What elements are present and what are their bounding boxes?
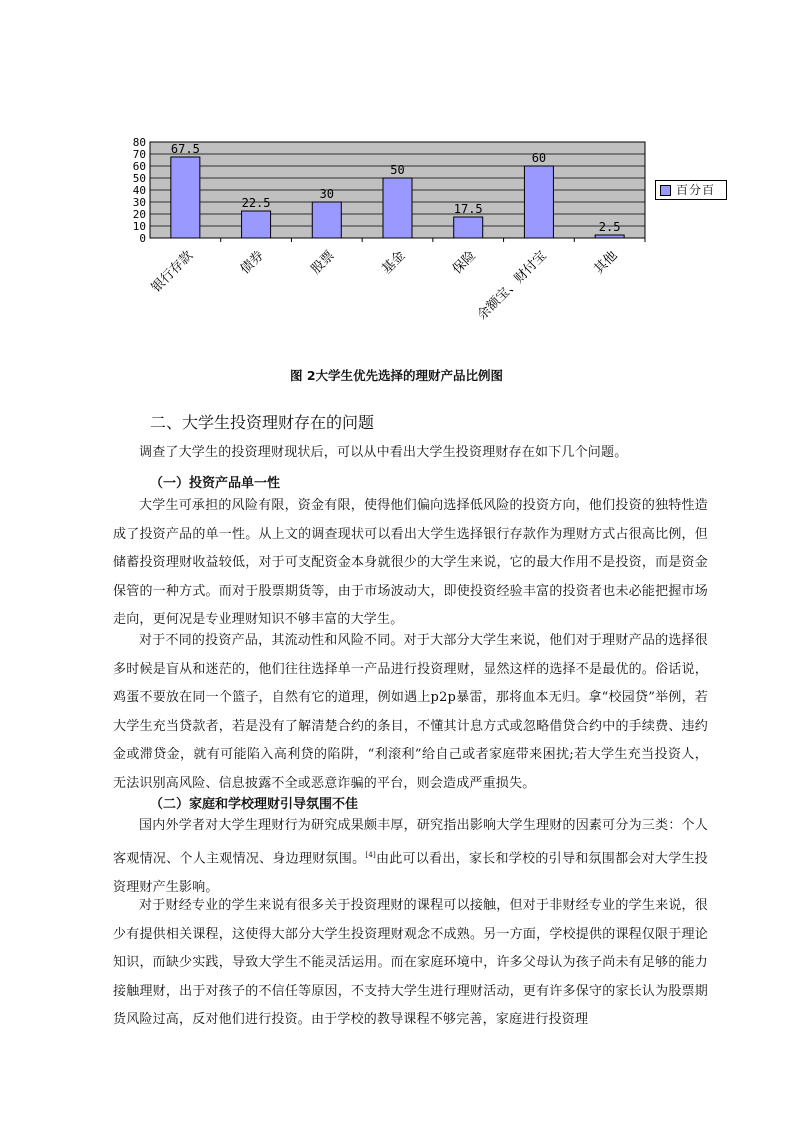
data-label: 22.5: [241, 196, 271, 210]
figure-caption: 图 2大学生优先选择的理财产品比例图: [289, 368, 504, 383]
data-label: 17.5: [453, 202, 483, 216]
y-tick-label: 20: [132, 208, 146, 221]
bar: [242, 211, 271, 238]
bar: [171, 157, 200, 238]
paragraph-1: 大学生可承担的风险有限，资金有限，使得他们偏向选择低风险的投资方向，他们投资的独特性造成了投资产品的单一性。从上文的调查现状可以看出大学生选择银行存款作为理财方式占很高比例，但储蓄投资理财收益较低，对于可支配资金本身就很少的大学生来说，它的最大作用不是投资，而是资金保管的一种方式。而对于股票期货等，由于市场波动大，即使投资经验丰富的投资者也未必能把握市场走向，更何况是专业理财知识不够丰富的大学生。: [113, 498, 708, 628]
x-category-label: 银行存款: [148, 248, 197, 296]
data-label: 2.5: [598, 220, 621, 234]
bar: [524, 166, 553, 238]
y-tick-label: 40: [132, 184, 146, 197]
data-label: 67.5: [170, 142, 200, 156]
paragraph-3-text-a: 国内外学者对大学生理财行为研究成果颇丰厚，研究指出影响大学生理财的因素可分为三类：个人客观情况、个人主观情况、身边理财氛围。: [113, 818, 708, 866]
chart-legend: [655, 180, 727, 200]
bar: [383, 178, 412, 238]
x-category-label: 股票: [308, 248, 338, 278]
x-category-label: 债券: [237, 248, 267, 278]
x-category-label: 保险: [450, 248, 480, 278]
legend-swatch: [660, 185, 671, 196]
y-tick-label: 80: [132, 136, 146, 149]
intro-paragraph: 调查了大学生的投资理财现状后，可以从中看出大学生投资理财存在如下几个问题。: [139, 445, 628, 460]
bar: [454, 217, 483, 238]
citation-ref: [4]: [365, 850, 376, 859]
subheading-2: （二）家庭和学校理财引导氛围不佳: [150, 797, 359, 812]
data-label: 30: [319, 187, 335, 201]
bar: [595, 235, 624, 238]
data-label: 50: [390, 163, 405, 177]
y-tick-label: 60: [132, 160, 146, 173]
paragraph-4: 对于财经专业的学生来说有很多关于投资理财的课程可以接触，但对于非财经专业的学生来说，很少有提供相关课程，这使得大部分大学生投资理财观念不成熟。另一方面，学校提供的课程仅限于理论知识，而缺少实践，导致大学生不能灵活运用。而在家庭环境中，许多父母认为孩子尚未有足够的能力接触理财，出于对孩子的不信任等原因，不支持大学生进行理财活动，更有许多保守的家长认为股票期货风险过高，反对他们进行投资。由于学校的教导课程不够完善，家庭进行投资理: [113, 898, 708, 1028]
section-heading: 二、大学生投资理财存在的问题: [150, 413, 375, 432]
legend-label: 百分百: [676, 183, 716, 197]
x-category-label: 其他: [591, 248, 621, 278]
paragraph-3-text-b: 由此可以看出，家长和学校的引导和氛围都会对大学生投资理财产生影响。: [113, 850, 708, 895]
y-tick-label: 70: [132, 148, 146, 161]
x-category-label: 基金: [379, 248, 409, 278]
x-category-label: 余额宝、财付宝: [474, 248, 550, 324]
y-tick-label: 30: [132, 196, 146, 209]
paragraph-2: 对于不同的投资产品，其流动性和风险不同。对于大部分大学生来说，他们对于理财产品的选择很多时候是盲从和迷茫的，他们往往选择单一产品进行投资理财，显然这样的选择不是最优的。俗话说，鸡蛋不要放在同一个篮子，自然有它的道理，例如遇上p2p暴雷，那将血本无归。拿“校园贷”举例，若大学生充当贷款者，若是没有了解清楚合约的条目，不懂其计息方式或忽略借贷合约中的手续费、违约金或滞贷金，就有可能陷入高利贷的陷阱，“利滚利”给自己或者家庭带来困扰;若大学生充当投资人，无法识别高风险、信息披露不全或恶意诈骗的平台，则会造成严重损失。: [113, 633, 708, 791]
y-tick-label: 0: [139, 232, 146, 245]
data-label: 60: [531, 151, 547, 165]
subheading-1: （一）投资产品单一性: [150, 476, 281, 491]
y-tick-label: 10: [132, 220, 146, 233]
paragraph-3: [113, 812, 708, 902]
bar-chart: [110, 130, 670, 360]
y-tick-label: 50: [132, 172, 146, 185]
bar: [312, 202, 341, 238]
